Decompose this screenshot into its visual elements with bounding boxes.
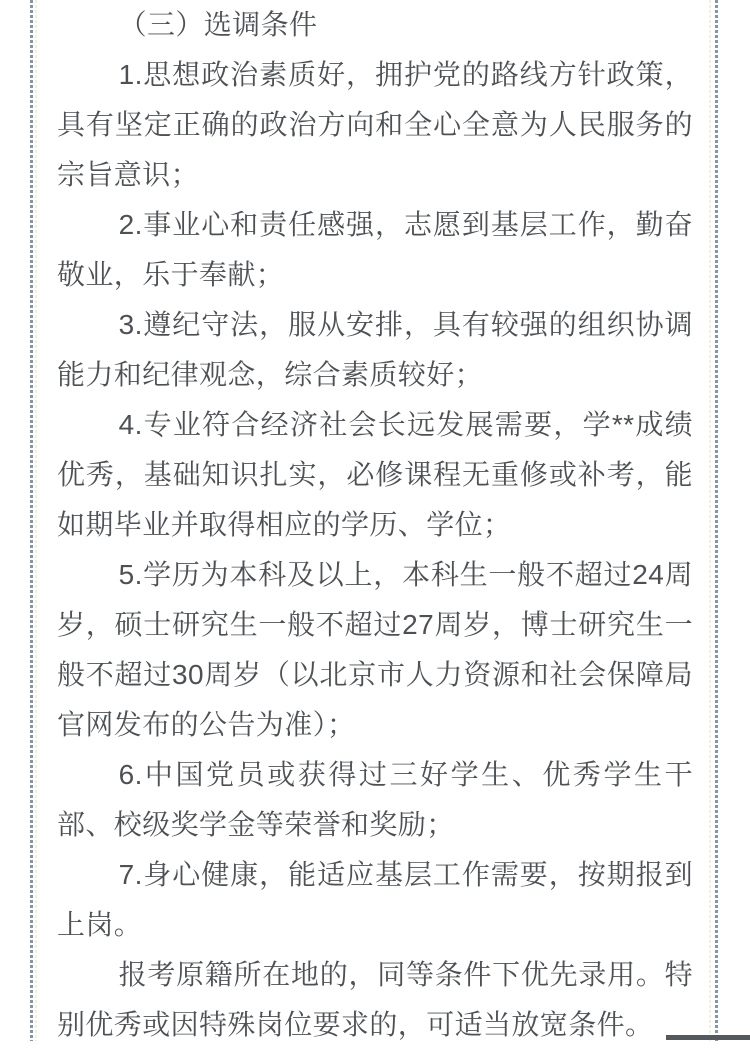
paragraph-condition-5: 5.学历为本科及以上，本科生一般不超过24周岁，硕士研究生一般不超过27周岁，博士研究生一般不超过30周岁（以北京市人力资源和社会保障局官网发布的公告为准）； bbox=[57, 559, 693, 740]
bottom-divider-line bbox=[666, 1035, 750, 1040]
section-heading: （三）选调条件 bbox=[118, 9, 318, 40]
right-inner-dotted-line bbox=[709, 0, 711, 1041]
document-body bbox=[57, 0, 693, 1050]
right-dotted-border bbox=[715, 0, 718, 1041]
paragraph-condition-3: 3.遵纪守法，服从安排，具有较强的组织协调能力和纪律观念，综合素质较好； bbox=[57, 309, 693, 390]
left-inner-dotted-line bbox=[35, 0, 37, 1041]
paragraph-priority-note: 报考原籍所在地的，同等条件下优先录用。特别优秀或因特殊岗位要求的，可适当放宽条件。 bbox=[57, 959, 693, 1040]
paragraph-condition-4: 4.专业符合经济社会长远发展需要，学**成绩优秀，基础知识扎实，必修课程无重修或补考，能如期毕业并取得相应的学历、学位； bbox=[57, 409, 693, 540]
paragraph-condition-2: 2.事业心和责任感强，志愿到基层工作，勤奋敬业，乐于奉献； bbox=[57, 209, 693, 290]
paragraph-condition-1: 1.思想政治素质好，拥护党的路线方针政策，具有坚定正确的政治方向和全心全意为人民服务的宗旨意识； bbox=[57, 59, 693, 190]
paragraph-condition-7: 7.身心健康，能适应基层工作需要，按期报到上岗。 bbox=[57, 859, 693, 940]
left-dotted-border bbox=[30, 0, 33, 1041]
paragraph-condition-6: 6.中国党员或获得过三好学生、优秀学生干部、校级奖学金等荣誉和奖励； bbox=[57, 759, 693, 840]
